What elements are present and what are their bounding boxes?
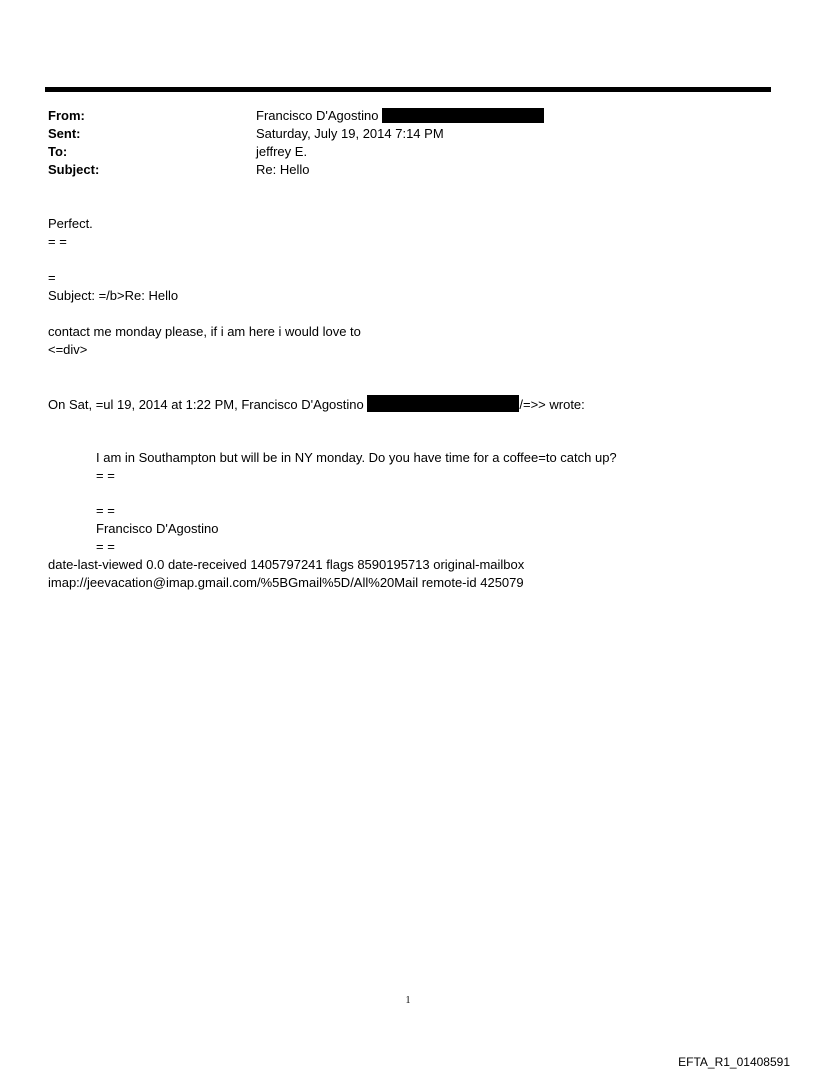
quote-intro-prefix: On Sat, =ul 19, 2014 at 1:22 PM, Francisco D'Agostino: [48, 397, 364, 412]
body-line: = =: [48, 234, 67, 249]
quote-intro: [48, 395, 585, 414]
redaction-block: [367, 395, 519, 412]
to-label: To:: [48, 144, 68, 159]
quote-intro-suffix: /=>> wrote:: [519, 397, 585, 412]
from-name: Francisco D'Agostino: [256, 108, 379, 123]
from-label: From:: [48, 108, 85, 123]
subject-label: Subject:: [48, 162, 100, 177]
body-line: Perfect.: [48, 216, 93, 231]
quoted-line: = =: [96, 468, 115, 483]
quoted-line: = =: [96, 503, 115, 518]
page-number: 1: [405, 995, 411, 1006]
body-line: Subject: =/b>Re: Hello: [48, 288, 179, 303]
body-line: contact me monday please, if i am here i would love to: [48, 324, 361, 339]
body-line: <=div>: [48, 342, 88, 357]
subject-value: Re: Hello: [256, 162, 310, 177]
document-id: EFTA_R1_01408591: [678, 1055, 790, 1069]
redaction-block: [382, 108, 544, 123]
sent-label: Sent:: [48, 126, 81, 141]
sent-value: Saturday, July 19, 2014 7:14 PM: [256, 126, 444, 141]
header-divider: [45, 87, 771, 92]
metadata-line: imap://jeevacation@imap.gmail.com/%5BGmail%5D/All%20Mail remote-id 425079: [48, 575, 524, 590]
quoted-signature: Francisco D'Agostino: [96, 521, 219, 536]
quoted-line: I am in Southampton but will be in NY monday. Do you have time for a coffee=to catch up?: [96, 450, 617, 465]
from-value: [256, 107, 544, 125]
body-line: =: [48, 270, 56, 285]
quoted-line: = =: [96, 539, 115, 554]
metadata-line: date-last-viewed 0.0 date-received 1405797241 flags 8590195713 original-mailbox: [48, 557, 525, 572]
to-value: jeffrey E.: [256, 144, 308, 159]
